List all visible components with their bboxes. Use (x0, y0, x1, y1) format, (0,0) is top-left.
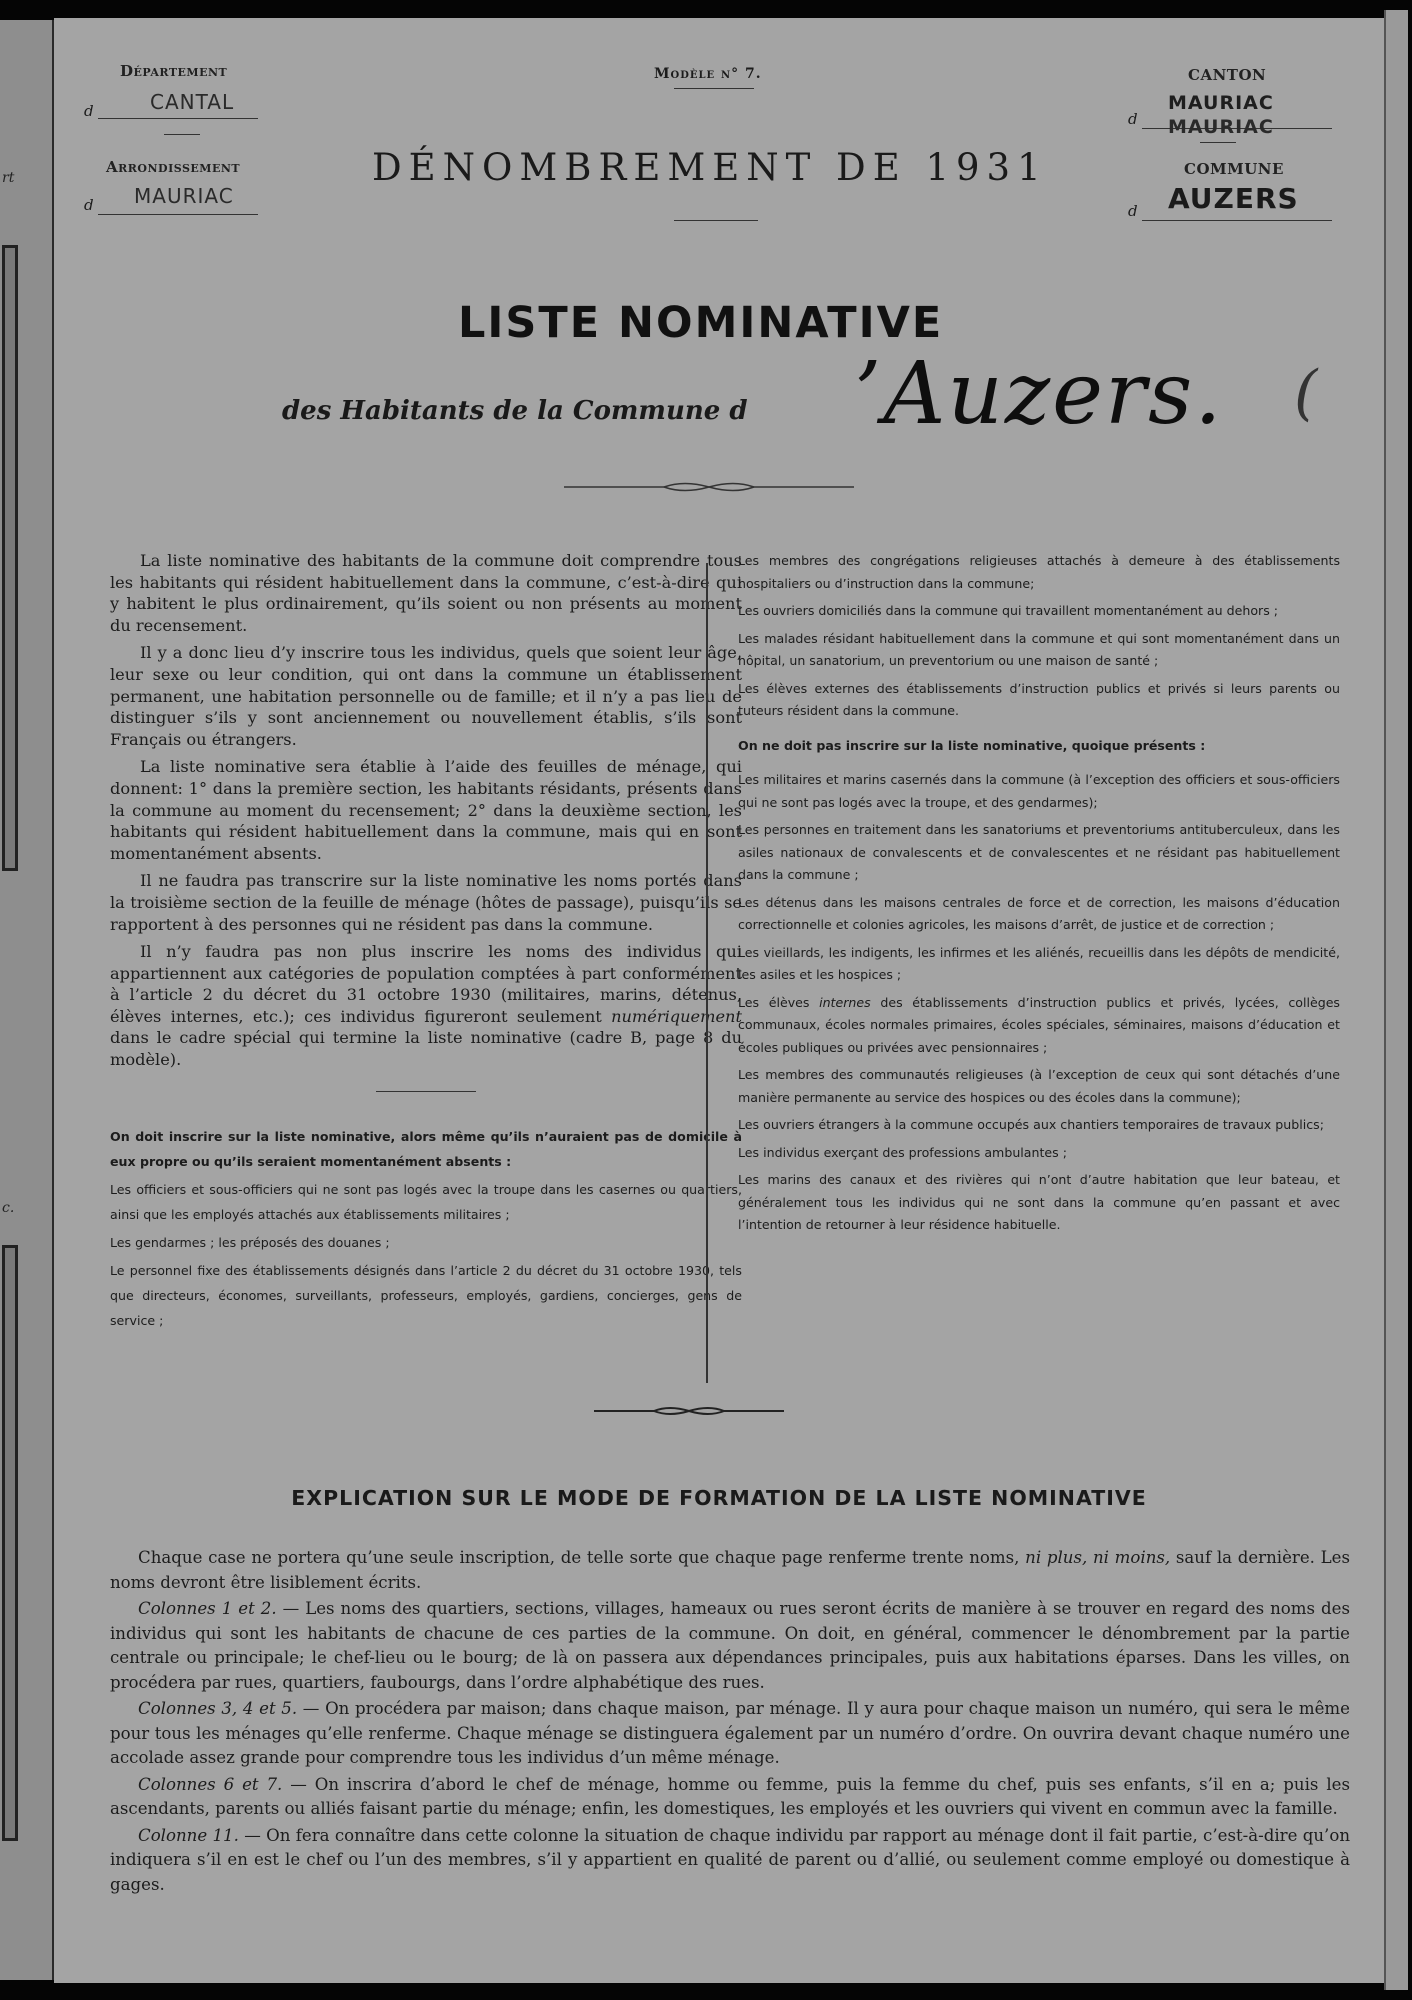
list-item: Les élèves internes des établissements d’instruction publics et privés, lycées, collèges communaux, écoles normales primaires, écoles spéciales, séminaires, maisons d’éducation et écoles publiques ou privées avec pensionnaires ; (738, 994, 1340, 1055)
census-form-page (54, 18, 1384, 1983)
page-stack-edge (1384, 10, 1408, 1990)
commune-stamp: AUZERS (1168, 182, 1299, 215)
canton-stamp-duplicate: MAURIAC (1168, 116, 1274, 138)
model-number: Modèle n° 7. (654, 66, 762, 82)
canton-prefix: d (1128, 110, 1138, 128)
list-item: Les membres des congrégations religieuses attachés à demeure à des établissements hospitaliers ou d’instruction dans la commune; (738, 553, 1340, 591)
explanation-title: EXPLICATION SUR LE MODE DE FORMATION DE LA LISTE NOMINATIVE (291, 1486, 1147, 1510)
header-rule (1200, 142, 1236, 143)
departement-label: Département (120, 62, 228, 80)
commune-label: COMMUNE (1184, 160, 1284, 178)
paragraph: Il y a donc lieu d’y inscrire tous les individus, quels que soient leur âge, leur sexe ou leur condition, qui ont dans la commune un établissement permanent, une habitation personnelle ou de famille; et il n’y a pas lieu de distinguer s’ils y sont anciennement ou nouvellement établis, s’ils sont Français ou étrangers. (110, 643, 742, 749)
list-item: Les ouvriers domiciliés dans la commune qui travaillent momentanément au dehors ; (738, 603, 1279, 618)
list-item: Les personnes en traitement dans les sanatoriums et preventoriums antituberculeux, dans les asiles nationaux de convalescents et de convalescentes et ne résidant pas habituellement dans la commune ; (738, 822, 1340, 882)
list-item: Les ouvriers étrangers à la commune occupés aux chantiers temporaires de travaux publics; (738, 1117, 1324, 1132)
right-column (738, 550, 1340, 1242)
header-rule (164, 134, 200, 135)
ornament-divider (594, 1404, 784, 1418)
list-subtitle: des Habitants de la Commune d (282, 396, 748, 426)
margin-fragment: rt (2, 170, 15, 186)
not-include-heading: On ne doit pas inscrire sur la liste nominative, quoique présents : (738, 737, 1206, 753)
margin-fragment: c. (2, 1200, 15, 1216)
adjacent-page-frame (2, 1245, 18, 1841)
arrondissement-label: Arrondissement (106, 158, 241, 176)
column-divider (706, 563, 708, 1383)
list-item: Les détenus dans les maisons centrales de force et de correction, les maisons d’éducation correctionnelle et colonies agricoles, les maisons d’arrêt, de justice et de correction ; (738, 894, 1340, 932)
ornament-divider (564, 480, 854, 494)
paragraph: Il n’y faudra pas non plus inscrire les noms des individus qui appartiennent aux catégories de population comptées à part conformément à l’article 2 du décret du 31 octobre 1930 (militaires, marins, détenus, élèves internes, etc.); ces individus figureront seulement numériquement dans le cadre spécial qui termine la liste nominative (cadre B, page 8 du modèle). (110, 942, 742, 1070)
explanation-body (110, 1546, 1350, 1899)
list-item: Les malades résidant habituellement dans la commune et qui sont momentanément dans un hôpital, un sanatorium, un preventorium ou une maison de santé ; (738, 630, 1340, 668)
canton-label: CANTON (1188, 66, 1267, 84)
left-column (110, 550, 742, 1336)
paragraph: La liste nominative des habitants de la commune doit comprendre tous les habitants qui résident habituellement dans la commune, c’est-à-dire qui y habitent le plus ordinairement, qu’ils soient ou non présents au moment du recensement. (110, 551, 742, 635)
list-item: Les membres des communautés religieuses (à l’exception de ceux qui sont détachés d’une manière permanente au service des hospices ou des écoles dans la commune); (738, 1067, 1340, 1105)
paragraph: Il ne faudra pas transcrire sur la liste nominative les noms portés dans la troisième section de la feuille de ménage (hôtes de passage), puisqu’ils se rapportent à des personnes qui ne résident pas dans la commune. (110, 871, 742, 934)
departement-value: CANTAL (150, 90, 235, 114)
paragraph: Chaque case ne portera qu’une seule inscription, de telle sorte que chaque page renferme trente noms, ni plus, ni moins, sauf la dernière. Les noms devront être lisiblement écrits. (110, 1548, 1351, 1592)
adjacent-page-frame (2, 245, 18, 871)
list-item: Les militaires et marins casernés dans la commune (à l’exception des officiers et sous-officiers qui ne sont pas logés avec la troupe, et des gendarmes); (738, 772, 1340, 810)
paragraph: La liste nominative sera établie à l’aide des feuilles de ménage, qui donnent: 1° dans la première section, les habitants résidants, présents dans la commune au moment du recensement; 2° dans la deuxième section, les habitants qui résident habituellement dans la commune, mais qui en sont momentanément absents. (110, 757, 742, 863)
paragraph: Colonnes 3, 4 et 5. — On procédera par maison; dans chaque maison, par ménage. Il y aura pour chaque maison un numéro, qui sera le même pour tous les ménages qu’elle renferme. Chaque ménage se distinguera également par un numéro d’ordre. On ouvrira devant chaque numéro une accolade assez grande pour comprendre tous les individus d’un même ménage. (110, 1699, 1350, 1767)
header-rule (674, 88, 754, 89)
paragraph: Colonne 11. — On fera connaître dans cette colonne la situation de chaque individu par rapport au ménage dont il fait partie, c’est-à-dire qu’on indiquera s’il en est le chef ou l’un des membres, s’il y appartient en qualité de parent ou d’allié, ou seulement comme employé ou domestique à gages. (110, 1825, 1351, 1894)
must-include-heading: On doit inscrire sur la liste nominative, alors même qu’ils n’auraient pas de domicile à eux propre ou qu’ils seraient momentanément absents : (110, 1128, 742, 1169)
canton-stamp: MAURIAC (1168, 92, 1274, 114)
list-item: Les marins des canaux et des rivières qui n’ont d’autre habitation que leur bateau, et généralement tous les individus qui ne sont dans la commune qu’en passant et avec l’intention de retourner à leur résidence habituelle. (738, 1172, 1340, 1232)
pencil-mark: ( (1294, 358, 1318, 428)
list-item: Les officiers et sous-officiers qui ne sont pas logés avec la troupe dans les casernes ou quartiers, ainsi que les employés attachés aux établissements militaires ; (110, 1181, 742, 1222)
list-item: Les vieillards, les indigents, les infirmes et les aliénés, recueillis dans les dépôts de mendicité, les asiles et les hospices ; (738, 944, 1340, 982)
paragraph: Colonnes 1 et 2. — Les noms des quartiers, sections, villages, hameaux ou rues seront écrits de manière à se trouver en regard des noms des individus qui sont les habitants de chacune de ces parties de la commune. On doit, en général, commencer le dénombrement par la partie centrale ou principale; le chef-lieu ou le bourg; de là on passera aux dépendances principales, puis aux habitations éparses. Dans les villes, on procédera par rues, quartiers, faubourgs, dans l’ordre alphabétique des rues. (110, 1599, 1350, 1692)
commune-prefix: d (1128, 202, 1138, 220)
must-include-section (110, 1124, 742, 1333)
page-title: DÉNOMBREMENT DE 1931 (372, 146, 1048, 189)
header-rule (674, 220, 758, 221)
paragraph: Colonnes 6 et 7. — On inscrira d’abord le chef de ménage, homme ou femme, puis la femme du chef, puis ses enfants, s’il en a; puis les ascendants, parents ou alliés faisant partie du ménage; enfin, les domestiques, les employés et les ouvriers qui vivent en commun avec la famille. (110, 1774, 1350, 1818)
arrondissement-prefix: d (84, 196, 94, 214)
list-title: LISTE NOMINATIVE (458, 298, 944, 348)
list-item: Les élèves externes des établissements d’instruction publics et privés si leurs parents ou tuteurs résident dans la commune. (738, 680, 1340, 718)
section-rule (376, 1091, 476, 1092)
departement-prefix: d (84, 102, 94, 120)
list-item: Le personnel fixe des établissements désignés dans l’article 2 du décret du 31 octobre 1930, tels que directeurs, économes, surveillants, professeurs, employés, gardiens, concierges, gens de service ; (110, 1262, 742, 1328)
arrondissement-value: MAURIAC (134, 184, 234, 208)
adjacent-page-edge (0, 20, 55, 1980)
list-item: Les individus exerçant des professions ambulantes ; (738, 1144, 1067, 1160)
handwritten-commune-name: ’Auzers. (854, 344, 1224, 444)
list-item: Les gendarmes ; les préposés des douanes ; (110, 1234, 390, 1250)
